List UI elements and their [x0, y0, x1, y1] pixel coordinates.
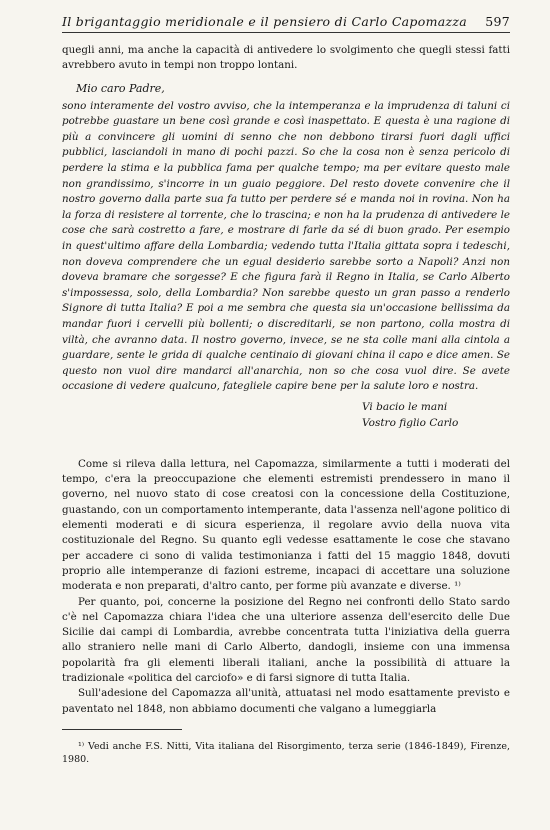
paragraph: Come si rileva dalla lettura, nel Capomazza, similarmente a tutti i moderati del tempo, c'era la preoccupazione che elementi estremisti prendessero in mano il governo, nel nuovo stato di cose creatosi con la concessione della Costituzione, guastando, con un comportamento intemperante, data l'assenza nell'agone politico di elementi moderati e di sicura esperienza, il regolare avvio della nuova vita costituzionale del Regno. Su quanto egli vedesse esattamente le cose che stavano per accadere ci sono di valida testimonianza i fatti del 15 maggio 1848, dovuti proprio alle intemperanze di fazioni estreme, incapaci di accettare una soluzione moderata e non preparati, d'altro canto, per forme più avanzate e diverse. ¹⁾	[62, 457, 510, 593]
running-title: Il brigantaggio meridionale e il pensiero di Carlo Capomazza	[62, 14, 467, 29]
letter-signature: Vostro figlio Carlo	[362, 416, 459, 429]
letter-closing	[362, 399, 510, 431]
letter-closing-line: Vi bacio le mani	[362, 400, 448, 413]
letter	[62, 82, 510, 431]
paragraph: Per quanto, poi, concerne la posizione del Regno nei confronti dello Stato sardo c'è nel Capomazza chiara l'idea che una ulteriore assenza dell'esercito delle Due Sicilie dai campi di Lombardia, avrebbe concentrata tutta l'iniziativa della guerra allo straniero nelle mani di Carlo Alberto, dandogli, insieme con una immensa popolarità fra gli elementi liberali italiani, anche la possibilità di attuare la tradizionale «politica del carciofo» e di farsi signore di tutta Italia.	[62, 595, 510, 685]
footnote: ¹⁾ Vedi anche F.S. Nitti, Vita italiana del Risorgimento, terza serie (1846-1849), Firenze, 1980.	[62, 740, 510, 765]
intro-text: quegli anni, ma anche la capacità di antivedere lo svolgimento che quegli stessi fatti avrebbero avuto in tempi non troppo lontani.	[62, 44, 510, 72]
letter-salutation: Mio caro Padre,	[76, 81, 165, 95]
commentary	[62, 457, 510, 717]
footnote-divider	[62, 729, 182, 730]
page-number: 597	[485, 14, 510, 29]
paragraph: Sull'adesione del Capomazza all'unità, attuatasi nel modo esattamente previsto e paventato nel 1848, non abbiamo documenti che valgano a lumeggiarla	[62, 687, 510, 715]
letter-body: sono interamente del vostro avviso, che la intemperanza e la imprudenza di taluni ci potrebbe guastare un bene così grande e così inaspettato. E questa è una ragione di più a convincere gli uomini di senno che non debbono tirarsi fuori dagli uffici pubblici, lasciandoli in mano di pochi pazzi. So che la cosa non è senza pericolo di perdere la stima e la pubblica fama per qualche tempo; ma per evitare questo male non grandissimo, s'incorre in un guaio peggiore. Del resto dovete convenire che il nostro governo dalla parte sua fa tutto per perdere sé e manda noi in rovina. Non ha la forza di resistere al torrente, che lo trascina; e non ha la prudenza di antivedere le cose che sarà costretto a fare, e mostrare di farle da sé di buon grado. Per esempio in quest'ultimo affare della Lombardia; vedendo tutta l'Italia gittata sopra i tedeschi, non doveva comprendere che un egual desiderio sarebbe sorto a Napoli? Anzi non doveva bramare che sorgesse? E che figura farà il Regno in Italia, se Carlo Alberto s'impossessa, solo, della Lombardia? Non sarebbe questo un gran passo a renderlo Signore di tutta Italia? E poi a me sembra che questa sia un'occasione bellissima da mandar fuori i cervelli più bollenti; o discreditarli, se non partono, colla mostra di viltà, che avranno data. Il nostro governo, invece, se ne sta colle mani alla cintola a guardare, sente le grida di qualche centinaio di giovani china il capo e dice amen. Se questo non vuol dire mandarci all'anarchia, non so che cosa vuol dire. Se avete occasione di vedere qualcuno, fategliele capire bene per la salute loro e nostra.	[62, 99, 510, 393]
running-header	[62, 14, 510, 33]
